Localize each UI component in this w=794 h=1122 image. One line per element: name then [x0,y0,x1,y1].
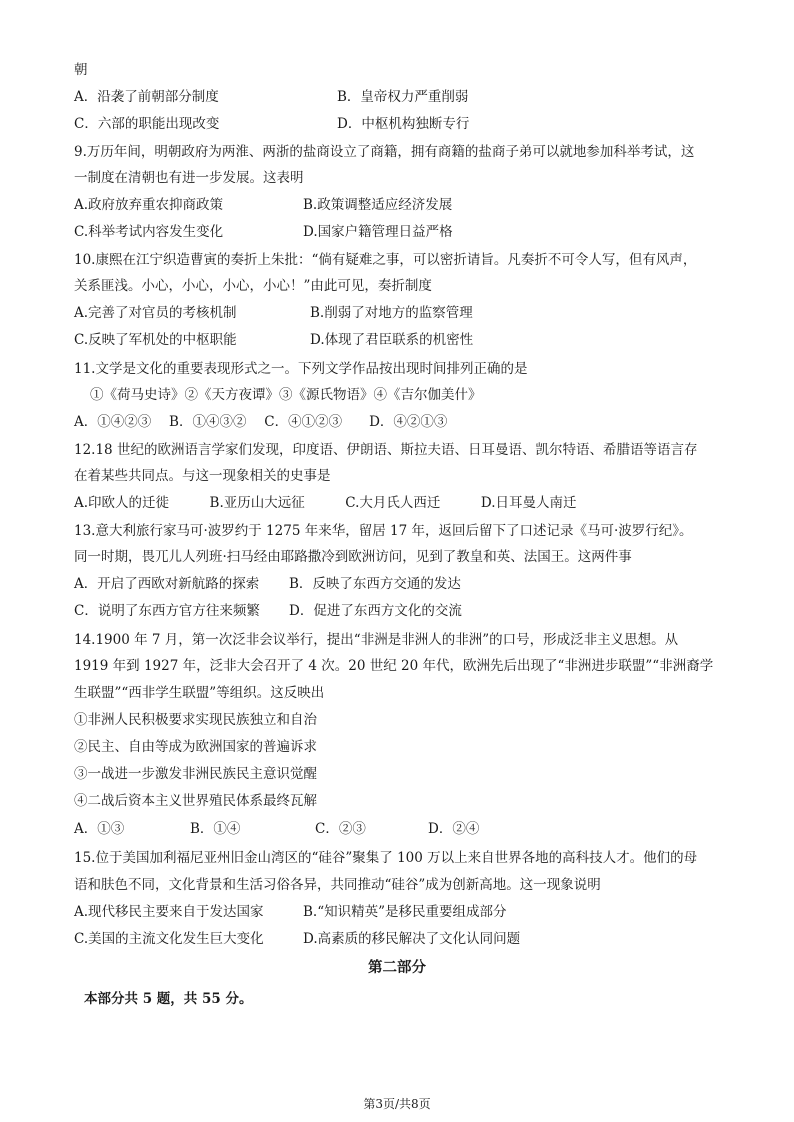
question-9-option-c: C.科举考试内容发生变化 [74,224,224,240]
question-13-option-a: A．开启了西欧对新航路的探索 [74,576,260,592]
question-15-option-c: C.美国的主流文化发生巨大变化 [74,931,264,947]
question-9-option-a: A.政府放弃重农抑商政策 [74,197,224,213]
question-14-stem-line2: 1919 年到 1927 年，泛非大会召开了 4 次。20 世纪 20 年代，欧洲先后出现了“非洲进步联盟”“非洲裔学 [74,658,714,674]
part-2-heading: 第二部分 [368,959,426,976]
question-15-option-d: D.高素质的移民解决了文化认同问题 [303,931,521,947]
question-10-stem-line2: 关系匪浅。小心，小心，小心，小心！”由此可见，奏折制度 [74,278,432,294]
question-10-option-c: C.反映了军机处的中枢职能 [74,332,237,348]
question-14-option-c: C．②③ [315,821,366,837]
question-8-option-d: D．中枢机构独断专行 [337,116,470,132]
question-9-option-b: B.政策调整适应经济发展 [303,197,453,213]
question-8-stem-end: 朝 [74,62,88,78]
question-12-stem-line2: 在着某些共同点。与这一现象相关的史事是 [74,468,331,484]
question-13-option-b: B．反映了东西方交通的发达 [289,576,461,592]
page-number: 第3页/共8页 [363,1097,431,1111]
question-13-option-c: C．说明了东西方官方往来频繁 [74,603,260,619]
question-11-stem: 11.文学是文化的重要表现形式之一。下列文学作品按出现时间排列正确的是 [74,361,528,377]
question-14-item-3: ③一战进一步激发非洲民族民主意识觉醒 [74,766,317,782]
question-13-stem-line2: 同一时期，畏兀儿人列班·扫马经由耶路撒冷到欧洲访问，见到了教皇和英、法国王。这两件事 [74,549,632,565]
question-12-options: A.印欧人的迁徙 B.亚历山大远征 C.大月氏人西迁 D.日耳曼人南迁 [74,495,577,511]
question-14-item-1: ①非洲人民积极要求实现民族独立和自治 [74,712,317,728]
question-14-stem-line3: 生联盟”“西非学生联盟”等组织。这反映出 [74,685,325,701]
question-14-option-b: B．①④ [190,821,241,837]
question-9-stem-line2: 一制度在清朝也有进一步发展。这表明 [74,170,304,186]
question-8-option-b: B．皇帝权力严重削弱 [337,89,469,105]
question-8-option-c: C．六部的职能出现改变 [74,116,220,132]
question-11-items: ①《荷马史诗》②《天方夜谭》③《源氏物语》④《吉尔伽美什》 [90,387,482,403]
question-14-option-d: D．②④ [428,821,480,837]
question-9-option-d: D.国家户籍管理日益严格 [303,224,453,240]
question-14-option-a: A．①③ [74,821,125,837]
question-11-options: A．①④②③ B．①④③② C．④①②③ D．④②①③ [74,414,448,430]
question-9-stem-line1: 9.万历年间，明朝政府为两淮、两浙的盐商设立了商籍，拥有商籍的盐商子弟可以就地参加科举考试，这 [74,144,695,160]
question-10-option-d: D.体现了君臣联系的机密性 [310,332,474,348]
question-15-option-a: A.现代移民主要来自于发达国家 [74,904,264,920]
question-10-option-a: A.完善了对官员的考核机制 [74,305,237,321]
question-15-stem-line1: 15.位于美国加利福尼亚州旧金山湾区的“硅谷”聚集了 100 万以上来自世界各地的高科技人才。他们的母 [74,850,698,866]
question-10-option-b: B.削弱了对地方的监察管理 [310,305,473,321]
question-12-stem-line1: 12.18 世纪的欧洲语言学家们发现，印度语、伊朗语、斯拉夫语、日耳曼语、凯尔特语、希腊语等语言存 [74,442,698,458]
question-15-option-b: B.“知识精英”是移民重要组成部分 [303,904,507,920]
question-14-item-2: ②民主、自由等成为欧洲国家的普遍诉求 [74,739,317,755]
question-15-stem-line2: 语和肤色不同，文化背景和生活习俗各异，共同推动“硅谷”成为创新高地。这一现象说明 [74,877,601,893]
question-13-stem-line1: 13.意大利旅行家马可·波罗约于 1275 年来华，留居 17 年，返回后留下了口述记录《马可·波罗行纪》。 [74,523,693,539]
question-8-option-a: A．沿袭了前朝部分制度 [74,89,219,105]
question-14-item-4: ④二战后资本主义世界殖民体系最终瓦解 [74,793,317,809]
question-10-stem-line1: 10.康熙在江宁织造曹寅的奏折上朱批：“倘有疑难之事，可以密折请旨。凡奏折不可令人写，但有风声， [74,252,697,268]
part-2-note: 本部分共 5 题，共 55 分。 [84,991,253,1007]
question-14-stem-line1: 14.1900 年 7 月，第一次泛非会议举行，提出“非洲是非洲人的非洲”的口号，形成泛非主义思想。从 [74,632,679,648]
question-13-option-d: D．促进了东西方文化的交流 [289,603,462,619]
